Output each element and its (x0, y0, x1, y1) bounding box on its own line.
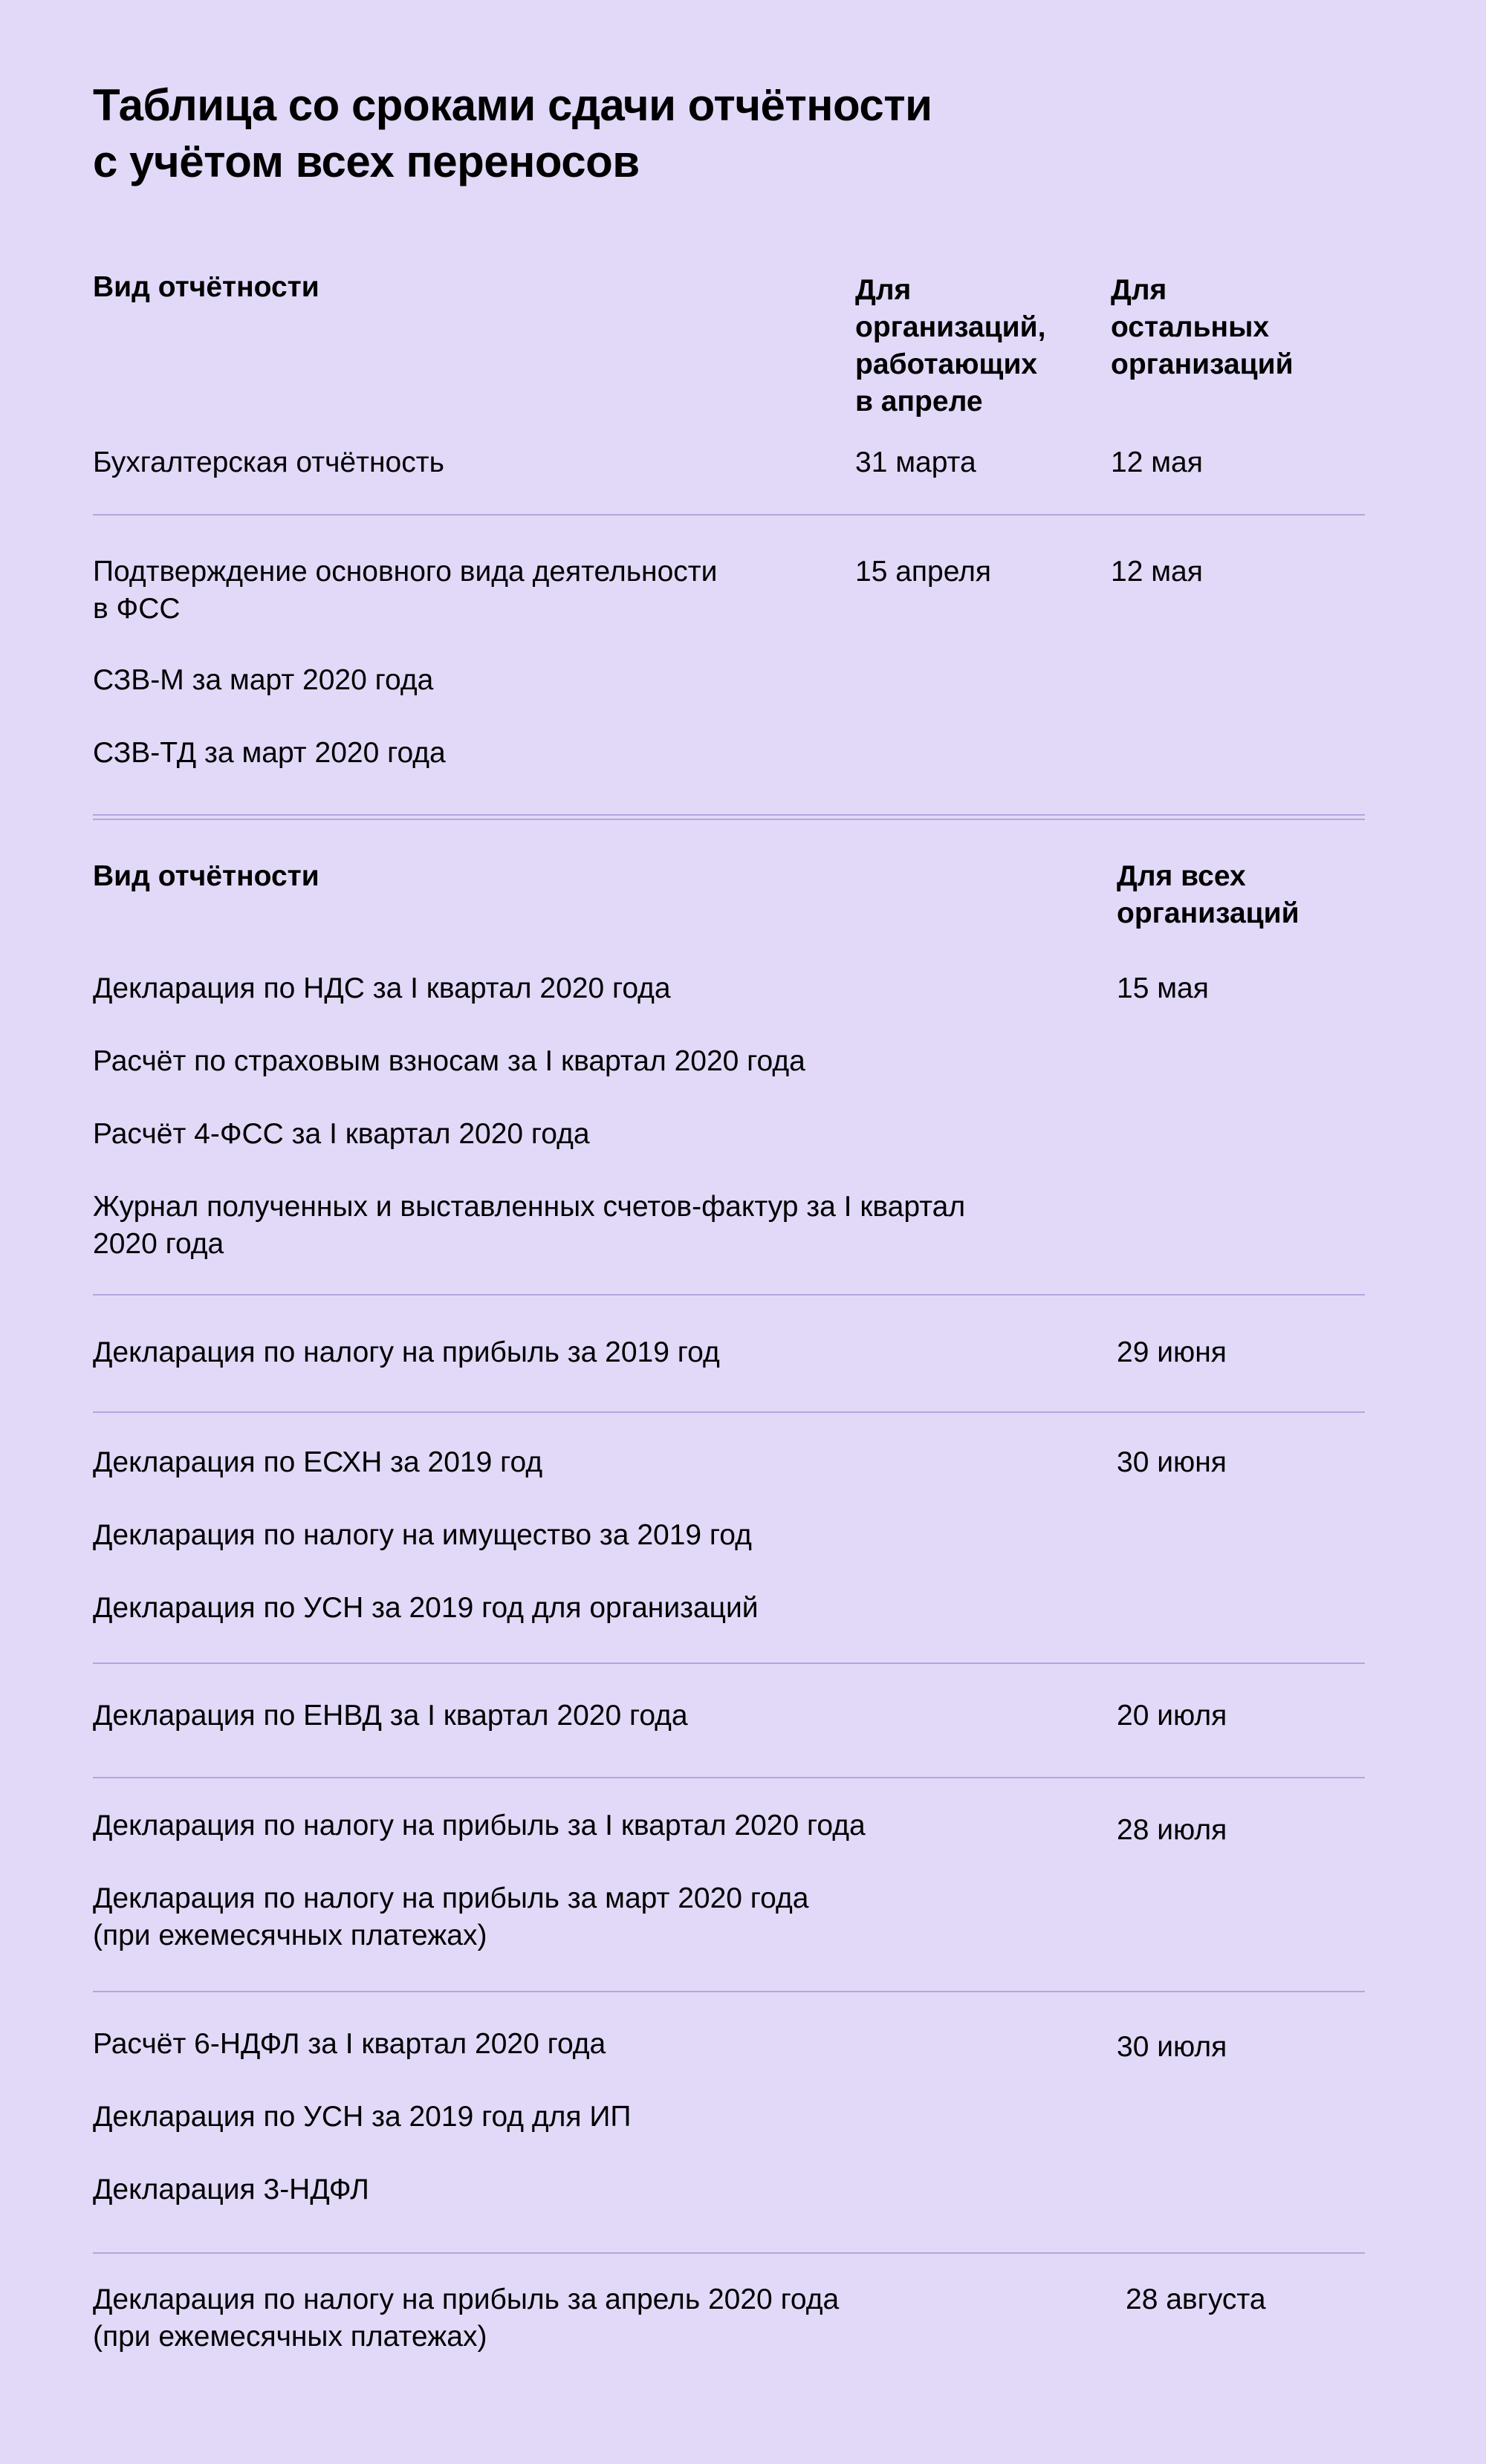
table-row-item: СЗВ-М за март 2020 года (93, 664, 434, 696)
table-row-item: Декларация по ЕСХН за 2019 год (93, 1446, 543, 1478)
deadline-date: 28 августа (1126, 2283, 1266, 2315)
deadlines-page (93, 0, 1365, 2464)
deadline-date: 29 июня (1117, 1336, 1227, 1368)
column-header-april-orgs: Для организаций, работающих в апреле (855, 274, 1046, 417)
column-header-all-orgs: Для всех организаций (1117, 860, 1300, 929)
table-row-item: Декларация по УСН за 2019 год для ИП (93, 2101, 632, 2133)
row-divider (93, 1662, 1365, 1664)
table-row-item: Бухгалтерская отчётность (93, 446, 444, 478)
page-title (93, 77, 1207, 190)
table-row-item: Декларация по НДС за I квартал 2020 года (93, 972, 671, 1004)
table-divider (93, 814, 1365, 820)
table-row-item: Журнал полученных и выставленных счетов-фактур за I квартал 2020 года (93, 1191, 966, 1260)
table-row-item: Декларация 3-НДФЛ (93, 2174, 369, 2205)
deadline-other-orgs: 12 мая (1111, 556, 1203, 588)
deadline-date: 20 июля (1117, 1700, 1227, 1732)
table-row-item: Расчёт по страховым взносам за I квартал 2020 года (93, 1045, 805, 1077)
deadline-april-orgs: 15 апреля (855, 556, 991, 588)
deadline-date: 28 июля (1117, 1814, 1227, 1846)
table-row-item: Расчёт 4-ФСС за I квартал 2020 года (93, 1118, 590, 1150)
table-row-item: Декларация по УСН за 2019 год для организаций (93, 1592, 759, 1624)
deadline-date: 15 мая (1117, 972, 1209, 1004)
deadline-april-orgs: 31 марта (855, 446, 976, 478)
table-row-item: Подтверждение основного вида деятельности в ФСС (93, 556, 718, 625)
table-row-item: Декларация по налогу на имущество за 2019 год (93, 1519, 752, 1551)
row-divider (93, 1294, 1365, 1296)
row-divider (93, 1411, 1365, 1413)
deadline-date: 30 июня (1117, 1446, 1227, 1478)
column-header-report-type: Вид отчётности (93, 860, 319, 892)
table-row-item: Расчёт 6-НДФЛ за I квартал 2020 года (93, 2028, 606, 2060)
title-line-2: с учётом всех переносов (93, 137, 640, 186)
table-row-item: Декларация по налогу на прибыль за апрель 2020 года (при ежемесячных платежах) (93, 2283, 840, 2353)
table-row-item: Декларация по налогу на прибыль за I квартал 2020 года (93, 1810, 866, 1842)
deadline-other-orgs: 12 мая (1111, 446, 1203, 478)
row-divider (93, 514, 1365, 516)
row-divider (93, 1991, 1365, 1992)
table-row-item: Декларация по налогу на прибыль за март 2020 года (при ежемесячных платежах) (93, 1882, 809, 1951)
deadline-date: 30 июля (1117, 2031, 1227, 2063)
row-divider (93, 1777, 1365, 1778)
table-row-item: Декларация по ЕНВД за I квартал 2020 года (93, 1700, 688, 1732)
title-line-1: Таблица со сроками сдачи отчётности (93, 80, 932, 130)
row-divider (93, 2252, 1365, 2254)
table-row-item: Декларация по налогу на прибыль за 2019 год (93, 1336, 720, 1368)
column-header-report-type: Вид отчётности (93, 271, 319, 303)
table-row-item: СЗВ-ТД за март 2020 года (93, 737, 446, 769)
column-header-other-orgs: Для остальных организаций (1111, 274, 1294, 380)
